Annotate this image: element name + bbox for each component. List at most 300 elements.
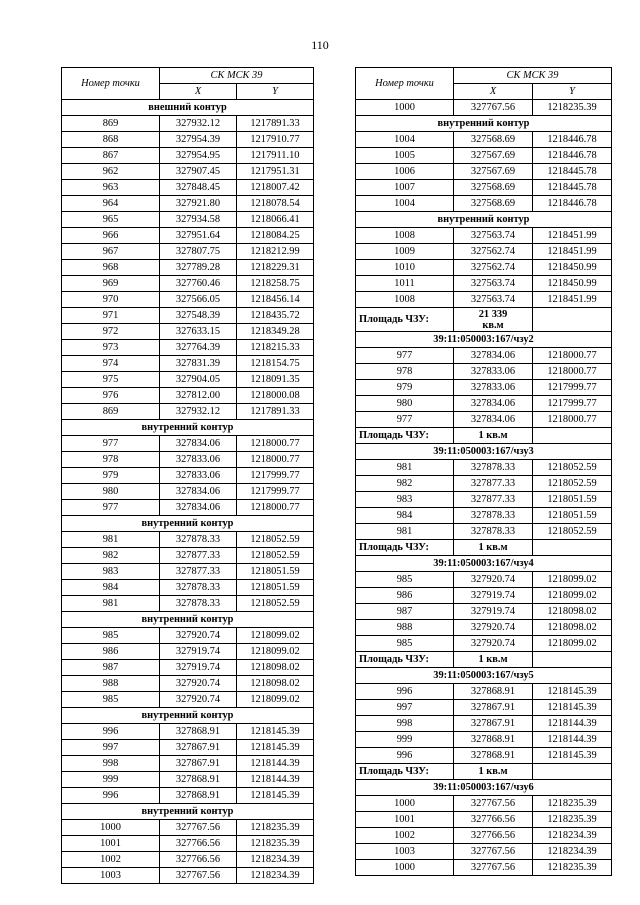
area-value — [454, 652, 533, 668]
table-row — [62, 436, 314, 452]
point-number: 980 — [356, 396, 454, 412]
section-title: 39:11:050003:167/чзу6 — [356, 780, 612, 796]
point-number: 999 — [356, 732, 454, 748]
x-coordinate: 327848.45 — [160, 180, 237, 196]
y-coordinate: 1218145.39 — [533, 748, 612, 764]
y-coordinate: 1217891.33 — [237, 116, 314, 132]
x-coordinate: 327567.69 — [454, 164, 533, 180]
point-number: 969 — [62, 276, 160, 292]
x-coordinate: 327833.06 — [454, 364, 533, 380]
table-row — [62, 772, 314, 788]
x-coordinate: 327767.56 — [454, 844, 533, 860]
x-coordinate: 327812.00 — [160, 388, 237, 404]
table-row — [356, 524, 612, 540]
x-coordinate: 327932.12 — [160, 404, 237, 420]
point-number: 963 — [62, 180, 160, 196]
table-row — [62, 868, 314, 884]
y-coordinate: 1218235.39 — [237, 836, 314, 852]
table-row — [62, 564, 314, 580]
point-number: 976 — [62, 388, 160, 404]
section-title: внутренний контур — [62, 708, 314, 724]
point-number: 868 — [62, 132, 160, 148]
x-coordinate: 327766.56 — [160, 836, 237, 852]
x-coordinate: 327568.69 — [454, 196, 533, 212]
point-number: 997 — [356, 700, 454, 716]
y-coordinate: 1217951.31 — [237, 164, 314, 180]
area-value — [454, 540, 533, 556]
point-number: 981 — [62, 532, 160, 548]
x-coordinate: 327877.33 — [160, 564, 237, 580]
point-number: 984 — [356, 508, 454, 524]
x-coordinate: 327868.91 — [160, 724, 237, 740]
y-coordinate: 1218099.02 — [237, 644, 314, 660]
y-coordinate: 1218456.14 — [237, 292, 314, 308]
x-coordinate: 327831.39 — [160, 356, 237, 372]
point-number: 985 — [62, 692, 160, 708]
x-coordinate: 327563.74 — [454, 228, 533, 244]
table-row — [356, 412, 612, 428]
table-row — [356, 748, 612, 764]
table-row — [62, 356, 314, 372]
y-coordinate: 1218451.99 — [533, 244, 612, 260]
y-coordinate: 1218450.99 — [533, 276, 612, 292]
table-row — [62, 596, 314, 612]
table-row — [356, 196, 612, 212]
table-row — [356, 620, 612, 636]
x-coordinate: 327766.56 — [160, 852, 237, 868]
table-row — [62, 196, 314, 212]
point-number: 979 — [356, 380, 454, 396]
section-row — [62, 708, 314, 724]
y-coordinate: 1218144.39 — [533, 716, 612, 732]
point-number: 975 — [62, 372, 160, 388]
x-coordinate: 327907.45 — [160, 164, 237, 180]
area-label: Площадь ЧЗУ: — [356, 428, 454, 444]
table-row — [62, 244, 314, 260]
x-coordinate: 327878.33 — [454, 460, 533, 476]
table-row — [356, 700, 612, 716]
area-label: Площадь ЧЗУ: — [356, 652, 454, 668]
section-title: внешний контур — [62, 100, 314, 116]
table-row — [356, 148, 612, 164]
table-row — [356, 716, 612, 732]
y-coordinate: 1218145.39 — [533, 684, 612, 700]
y-coordinate: 1218052.59 — [533, 524, 612, 540]
point-number: 1004 — [356, 196, 454, 212]
x-coordinate: 327633.15 — [160, 324, 237, 340]
y-coordinate: 1218451.99 — [533, 292, 612, 308]
x-coordinate: 327767.56 — [454, 796, 533, 812]
x-coordinate: 327767.56 — [454, 100, 533, 116]
point-number: 996 — [356, 684, 454, 700]
table-row — [356, 828, 612, 844]
y-coordinate: 1217999.77 — [237, 484, 314, 500]
coordinates-table-right — [355, 67, 612, 876]
point-number: 987 — [356, 604, 454, 620]
table-row — [356, 364, 612, 380]
y-coordinate: 1218445.78 — [533, 164, 612, 180]
x-coordinate: 327904.05 — [160, 372, 237, 388]
table-row — [356, 732, 612, 748]
y-coordinate: 1218234.39 — [533, 828, 612, 844]
point-number: 1000 — [356, 796, 454, 812]
table-row — [356, 844, 612, 860]
x-coordinate: 327919.74 — [454, 604, 533, 620]
point-number: 983 — [62, 564, 160, 580]
y-coordinate: 1218145.39 — [237, 740, 314, 756]
x-coordinate: 327878.33 — [454, 508, 533, 524]
x-coordinate: 327562.74 — [454, 244, 533, 260]
x-coordinate: 327834.06 — [454, 396, 533, 412]
point-number: 1009 — [356, 244, 454, 260]
x-coordinate: 327919.74 — [160, 644, 237, 660]
y-coordinate: 1218099.02 — [533, 636, 612, 652]
table-row — [356, 476, 612, 492]
point-number: 996 — [62, 788, 160, 804]
table-row — [62, 260, 314, 276]
table-row — [62, 820, 314, 836]
x-coordinate: 327954.95 — [160, 148, 237, 164]
point-number: 867 — [62, 148, 160, 164]
section-row — [62, 612, 314, 628]
x-coordinate: 327867.91 — [454, 700, 533, 716]
y-coordinate: 1218051.59 — [533, 492, 612, 508]
x-coordinate: 327834.06 — [454, 348, 533, 364]
section-title: 39:11:050003:167/чзу5 — [356, 668, 612, 684]
point-number: 1008 — [356, 228, 454, 244]
x-coordinate: 327878.33 — [160, 532, 237, 548]
point-number: 998 — [62, 756, 160, 772]
y-coordinate: 1218215.33 — [237, 340, 314, 356]
point-number: 1001 — [62, 836, 160, 852]
x-coordinate: 327877.33 — [160, 548, 237, 564]
table-row — [356, 164, 612, 180]
table-row — [356, 508, 612, 524]
point-number: 996 — [62, 724, 160, 740]
table-row — [356, 460, 612, 476]
y-coordinate: 1218144.39 — [533, 732, 612, 748]
y-coordinate: 1217910.77 — [237, 132, 314, 148]
table-row — [356, 228, 612, 244]
x-coordinate: 327877.33 — [454, 492, 533, 508]
table-row — [356, 292, 612, 308]
point-number: 970 — [62, 292, 160, 308]
point-number: 986 — [62, 644, 160, 660]
point-number: 999 — [62, 772, 160, 788]
y-coordinate: 1218212.99 — [237, 244, 314, 260]
x-coordinate: 327934.58 — [160, 212, 237, 228]
table-row — [356, 812, 612, 828]
y-coordinate: 1218052.59 — [533, 460, 612, 476]
area-label: Площадь ЧЗУ: — [356, 308, 454, 332]
y-coordinate: 1218051.59 — [237, 580, 314, 596]
x-coordinate: 327951.64 — [160, 228, 237, 244]
area-row — [356, 428, 612, 444]
x-coordinate: 327868.91 — [454, 684, 533, 700]
y-coordinate: 1218098.02 — [237, 676, 314, 692]
y-coordinate: 1218000.77 — [533, 412, 612, 428]
area-value-line: 21 339 — [478, 308, 508, 320]
x-coordinate: 327920.74 — [454, 620, 533, 636]
y-coordinate: 1218000.77 — [237, 500, 314, 516]
x-coordinate: 327833.06 — [454, 380, 533, 396]
y-coordinate: 1218234.39 — [237, 868, 314, 884]
table-row — [62, 692, 314, 708]
table-row — [356, 572, 612, 588]
point-number: 972 — [62, 324, 160, 340]
table-row — [62, 628, 314, 644]
section-row — [356, 444, 612, 460]
section-row — [356, 212, 612, 228]
x-coordinate: 327868.91 — [160, 788, 237, 804]
y-coordinate: 1218235.39 — [533, 796, 612, 812]
table-row — [62, 548, 314, 564]
section-title: 39:11:050003:167/чзу2 — [356, 332, 612, 348]
x-column-header: X — [454, 84, 533, 100]
coordinate-system-header: СК МСК 39 — [160, 68, 314, 84]
x-coordinate: 327767.56 — [454, 860, 533, 876]
section-row — [62, 804, 314, 820]
y-coordinate: 1218145.39 — [237, 724, 314, 740]
point-number: 988 — [356, 620, 454, 636]
y-coordinate: 1218234.39 — [533, 844, 612, 860]
y-coordinate: 1218084.25 — [237, 228, 314, 244]
x-coordinate: 327920.74 — [454, 572, 533, 588]
y-coordinate: 1218052.59 — [237, 532, 314, 548]
x-coordinate: 327878.33 — [160, 596, 237, 612]
area-value — [454, 428, 533, 444]
y-coordinate: 1218000.77 — [237, 436, 314, 452]
point-number: 968 — [62, 260, 160, 276]
x-coordinate: 327921.80 — [160, 196, 237, 212]
y-coordinate: 1218258.75 — [237, 276, 314, 292]
x-coordinate: 327568.69 — [454, 132, 533, 148]
y-coordinate: 1218000.77 — [533, 348, 612, 364]
x-coordinate: 327834.06 — [160, 436, 237, 452]
table-row — [62, 740, 314, 756]
x-coordinate: 327807.75 — [160, 244, 237, 260]
y-coordinate: 1218234.39 — [237, 852, 314, 868]
point-number: 985 — [356, 636, 454, 652]
point-number: 967 — [62, 244, 160, 260]
x-coordinate: 327867.91 — [160, 740, 237, 756]
x-coordinate: 327920.74 — [160, 628, 237, 644]
point-number: 979 — [62, 468, 160, 484]
y-coordinate: 1218000.77 — [237, 452, 314, 468]
area-row — [356, 308, 612, 332]
area-value — [454, 308, 533, 332]
table-row — [62, 756, 314, 772]
table-row — [62, 500, 314, 516]
x-coordinate: 327920.74 — [160, 676, 237, 692]
point-number: 1002 — [356, 828, 454, 844]
area-value — [454, 764, 533, 780]
y-coordinate: 1218145.39 — [237, 788, 314, 804]
y-coordinate: 1218451.99 — [533, 228, 612, 244]
point-number: 1010 — [356, 260, 454, 276]
x-coordinate: 327868.91 — [454, 732, 533, 748]
y-coordinate: 1218099.02 — [533, 572, 612, 588]
y-coordinate: 1218435.72 — [237, 308, 314, 324]
x-coordinate: 327566.05 — [160, 292, 237, 308]
point-number: 1002 — [62, 852, 160, 868]
y-coordinate: 1217999.77 — [533, 380, 612, 396]
point-number: 977 — [356, 412, 454, 428]
point-number: 971 — [62, 308, 160, 324]
point-number: 964 — [62, 196, 160, 212]
point-number: 977 — [62, 500, 160, 516]
table-row — [62, 132, 314, 148]
x-coordinate: 327867.91 — [160, 756, 237, 772]
table-row — [62, 644, 314, 660]
table-row — [62, 388, 314, 404]
x-coordinate: 327834.06 — [454, 412, 533, 428]
point-number: 984 — [62, 580, 160, 596]
x-coordinate: 327868.91 — [454, 748, 533, 764]
point-number: 1006 — [356, 164, 454, 180]
y-coordinate: 1218446.78 — [533, 148, 612, 164]
y-coordinate: 1218098.02 — [533, 604, 612, 620]
point-number: 986 — [356, 588, 454, 604]
table-row — [62, 660, 314, 676]
point-number: 869 — [62, 116, 160, 132]
area-row — [356, 764, 612, 780]
point-number: 977 — [62, 436, 160, 452]
section-row — [356, 116, 612, 132]
y-coordinate: 1218154.75 — [237, 356, 314, 372]
y-coordinate: 1218446.78 — [533, 132, 612, 148]
y-coordinate: 1218144.39 — [237, 772, 314, 788]
point-number: 985 — [62, 628, 160, 644]
x-coordinate: 327548.39 — [160, 308, 237, 324]
area-value-line: 1 кв.м — [478, 654, 508, 665]
x-coordinate: 327766.56 — [454, 812, 533, 828]
point-number: 869 — [62, 404, 160, 420]
section-title: внутренний контур — [62, 804, 314, 820]
x-coordinate: 327919.74 — [454, 588, 533, 604]
x-column-header: X — [160, 84, 237, 100]
table-row — [62, 676, 314, 692]
y-coordinate: 1218098.02 — [533, 620, 612, 636]
point-number: 1001 — [356, 812, 454, 828]
area-value-line: 1 кв.м — [478, 766, 508, 777]
table-row — [62, 340, 314, 356]
y-coordinate: 1218235.39 — [533, 812, 612, 828]
page-number: 110 — [311, 38, 329, 52]
table-row — [62, 404, 314, 420]
y-coordinate: 1218007.42 — [237, 180, 314, 196]
x-coordinate: 327563.74 — [454, 292, 533, 308]
area-empty-cell — [533, 428, 612, 444]
table-row — [356, 588, 612, 604]
section-title: внутренний контур — [356, 212, 612, 228]
point-number: 962 — [62, 164, 160, 180]
table-row — [356, 276, 612, 292]
table-row — [62, 580, 314, 596]
table-row — [62, 324, 314, 340]
x-coordinate: 327878.33 — [160, 580, 237, 596]
area-label: Площадь ЧЗУ: — [356, 540, 454, 556]
x-coordinate: 327867.91 — [454, 716, 533, 732]
point-number: 978 — [62, 452, 160, 468]
y-coordinate: 1218145.39 — [533, 700, 612, 716]
table-row — [62, 532, 314, 548]
area-empty-cell — [533, 652, 612, 668]
point-number: 996 — [356, 748, 454, 764]
table-row — [356, 380, 612, 396]
table-row — [62, 292, 314, 308]
y-coordinate: 1218052.59 — [237, 596, 314, 612]
y-coordinate: 1218098.02 — [237, 660, 314, 676]
point-number: 998 — [356, 716, 454, 732]
table-row — [356, 132, 612, 148]
point-number: 997 — [62, 740, 160, 756]
table-row — [62, 164, 314, 180]
table-row — [62, 836, 314, 852]
x-coordinate: 327567.69 — [454, 148, 533, 164]
table-row — [356, 796, 612, 812]
x-coordinate: 327834.06 — [160, 484, 237, 500]
area-empty-cell — [533, 308, 612, 332]
y-coordinate: 1217999.77 — [533, 396, 612, 412]
point-number: 977 — [356, 348, 454, 364]
table-row — [62, 308, 314, 324]
point-number: 982 — [62, 548, 160, 564]
table-row — [62, 228, 314, 244]
area-value-line: кв.м — [482, 319, 504, 331]
point-number: 1008 — [356, 292, 454, 308]
area-empty-cell — [533, 540, 612, 556]
x-coordinate: 327767.56 — [160, 868, 237, 884]
table-row — [356, 636, 612, 652]
y-coordinate: 1218099.02 — [237, 692, 314, 708]
section-title: 39:11:050003:167/чзу3 — [356, 444, 612, 460]
y-coordinate: 1218349.28 — [237, 324, 314, 340]
y-coordinate: 1217891.33 — [237, 404, 314, 420]
y-coordinate: 1218144.39 — [237, 756, 314, 772]
point-number: 982 — [356, 476, 454, 492]
point-number: 983 — [356, 492, 454, 508]
point-number: 966 — [62, 228, 160, 244]
point-number-header: Номер точки — [62, 68, 160, 100]
table-row — [62, 276, 314, 292]
table-row — [62, 788, 314, 804]
point-number: 1007 — [356, 180, 454, 196]
y-coordinate: 1218229.31 — [237, 260, 314, 276]
x-coordinate: 327932.12 — [160, 116, 237, 132]
x-coordinate: 327920.74 — [160, 692, 237, 708]
point-number: 1003 — [62, 868, 160, 884]
point-number: 985 — [356, 572, 454, 588]
point-number: 1000 — [62, 820, 160, 836]
x-coordinate: 327568.69 — [454, 180, 533, 196]
table-row — [356, 684, 612, 700]
section-row — [356, 332, 612, 348]
y-coordinate: 1218450.99 — [533, 260, 612, 276]
point-number: 973 — [62, 340, 160, 356]
point-number: 965 — [62, 212, 160, 228]
area-empty-cell — [533, 764, 612, 780]
x-coordinate: 327766.56 — [454, 828, 533, 844]
point-number: 978 — [356, 364, 454, 380]
section-row — [62, 516, 314, 532]
table-row — [356, 100, 612, 116]
x-coordinate: 327833.06 — [160, 452, 237, 468]
y-coordinate: 1218235.39 — [237, 820, 314, 836]
y-coordinate: 1218051.59 — [237, 564, 314, 580]
table-row — [62, 724, 314, 740]
table-row — [62, 372, 314, 388]
